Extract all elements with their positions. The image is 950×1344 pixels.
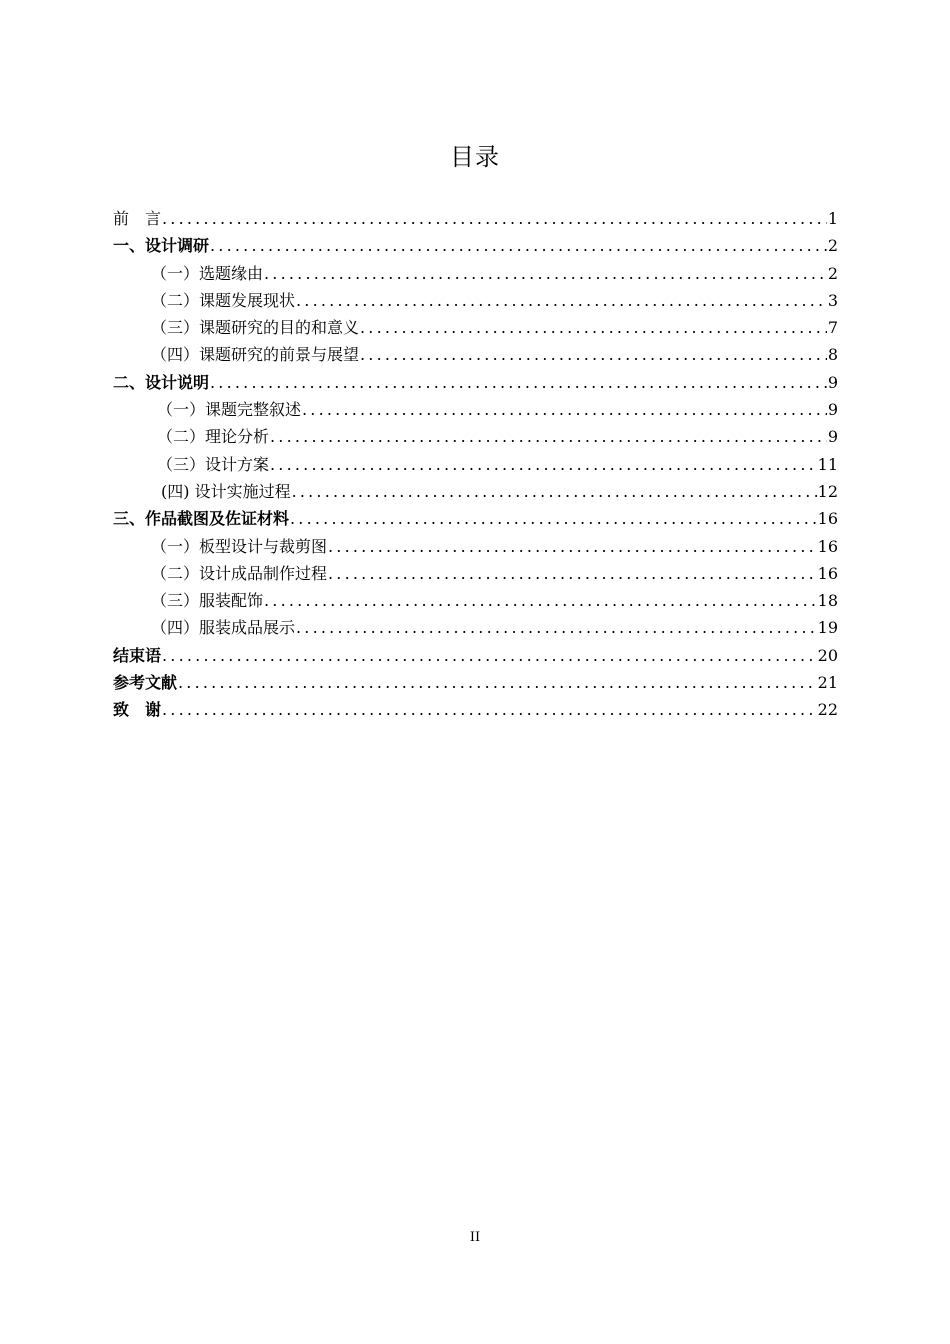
toc-entry-design-research[interactable] xyxy=(113,232,838,259)
toc-entry-page: 2 xyxy=(827,263,838,283)
toc-entry-page: 22 xyxy=(817,700,838,720)
toc-entry-design-plan[interactable] xyxy=(113,451,838,478)
page-title: 目录 xyxy=(450,143,500,171)
toc-leader-dots xyxy=(296,614,817,641)
toc-leader-dots xyxy=(210,369,827,396)
toc-entry-page: 3 xyxy=(827,290,838,310)
toc-entry-label: （二）理论分析 xyxy=(157,427,270,447)
toc-entry-page: 9 xyxy=(827,427,838,447)
toc-leader-dots xyxy=(162,696,817,723)
toc-entry-implementation[interactable] xyxy=(113,478,838,505)
toc-leader-dots xyxy=(328,533,817,560)
toc-entry-full-narrative[interactable] xyxy=(113,396,838,423)
toc-leader-dots xyxy=(360,341,827,368)
toc-entry-label: （一）课题完整叙述 xyxy=(157,400,302,420)
toc-entry-page: 16 xyxy=(817,536,838,556)
toc-entry-label: （三）设计方案 xyxy=(157,454,270,474)
toc-entry-page: 20 xyxy=(817,645,838,665)
toc-entry-label: （一）选题缘由 xyxy=(151,263,264,283)
toc-entry-label: （一）板型设计与裁剪图 xyxy=(151,536,328,556)
toc-entry-label: （四）服装成品展示 xyxy=(151,618,296,638)
table-of-contents xyxy=(113,205,838,724)
toc-leader-dots xyxy=(302,396,827,423)
toc-leader-dots xyxy=(264,260,827,287)
toc-entry-page: 18 xyxy=(817,591,838,611)
toc-entry-page: 9 xyxy=(827,372,838,392)
toc-entry-acknowledgements[interactable] xyxy=(113,696,838,723)
toc-entry-conclusion[interactable] xyxy=(113,642,838,669)
toc-entry-label: （三）课题研究的目的和意义 xyxy=(151,318,360,338)
toc-entry-label: （二）课题发展现状 xyxy=(151,290,296,310)
toc-entry-screenshots-evidence[interactable] xyxy=(113,505,838,532)
toc-leader-dots xyxy=(210,232,827,259)
toc-entry-label: 二、设计说明 xyxy=(113,372,210,392)
toc-entry-label: （四）课题研究的前景与展望 xyxy=(151,345,360,365)
toc-entry-label: 前 言 xyxy=(113,209,162,228)
toc-entry-references[interactable] xyxy=(113,669,838,696)
toc-entry-label: 结束语 xyxy=(113,645,162,665)
toc-entry-pattern-cutting[interactable] xyxy=(113,533,838,560)
toc-entry-page: 7 xyxy=(827,318,838,338)
toc-entry-label: 一、设计调研 xyxy=(113,236,210,256)
toc-entry-label: （三）服装配饰 xyxy=(151,591,264,611)
toc-entry-purpose-significance[interactable] xyxy=(113,314,838,341)
toc-entry-finished-display[interactable] xyxy=(113,614,838,641)
toc-entry-label: 参考文献 xyxy=(113,673,178,693)
toc-entry-page: 2 xyxy=(827,236,838,256)
toc-leader-dots xyxy=(360,314,827,341)
toc-entry-development-status[interactable] xyxy=(113,287,838,314)
toc-entry-page: 12 xyxy=(817,481,838,501)
toc-leader-dots xyxy=(162,642,817,669)
toc-entry-topic-origin[interactable] xyxy=(113,260,838,287)
toc-entry-page: 16 xyxy=(817,563,838,583)
toc-entry-label: 致 谢 xyxy=(113,700,162,720)
toc-leader-dots xyxy=(290,505,817,532)
toc-entry-page: 11 xyxy=(817,454,838,474)
toc-leader-dots xyxy=(328,560,817,587)
footer-page-number: II xyxy=(469,1230,481,1245)
toc-leader-dots xyxy=(270,451,817,478)
toc-leader-dots xyxy=(162,205,827,232)
toc-entry-label: （二）设计成品制作过程 xyxy=(151,563,328,583)
toc-entry-page: 9 xyxy=(827,400,838,420)
toc-leader-dots xyxy=(264,587,817,614)
toc-entry-page: 19 xyxy=(817,618,838,638)
toc-entry-preface[interactable] xyxy=(113,205,838,232)
toc-entry-page: 8 xyxy=(827,345,838,365)
toc-entry-production-process[interactable] xyxy=(113,560,838,587)
toc-entry-design-description[interactable] xyxy=(113,369,838,396)
toc-entry-page: 16 xyxy=(817,509,838,529)
toc-leader-dots xyxy=(296,287,827,314)
toc-leader-dots xyxy=(270,423,827,450)
toc-leader-dots xyxy=(292,478,817,505)
toc-entry-label: 三、作品截图及佐证材料 xyxy=(113,509,290,529)
toc-entry-accessories[interactable] xyxy=(113,587,838,614)
toc-entry-label: (四) 设计实施过程 xyxy=(161,481,291,501)
toc-leader-dots xyxy=(178,669,817,696)
toc-entry-page: 21 xyxy=(817,673,838,693)
toc-entry-page: 1 xyxy=(827,209,838,228)
toc-entry-theory-analysis[interactable] xyxy=(113,423,838,450)
toc-entry-prospects[interactable] xyxy=(113,341,838,368)
